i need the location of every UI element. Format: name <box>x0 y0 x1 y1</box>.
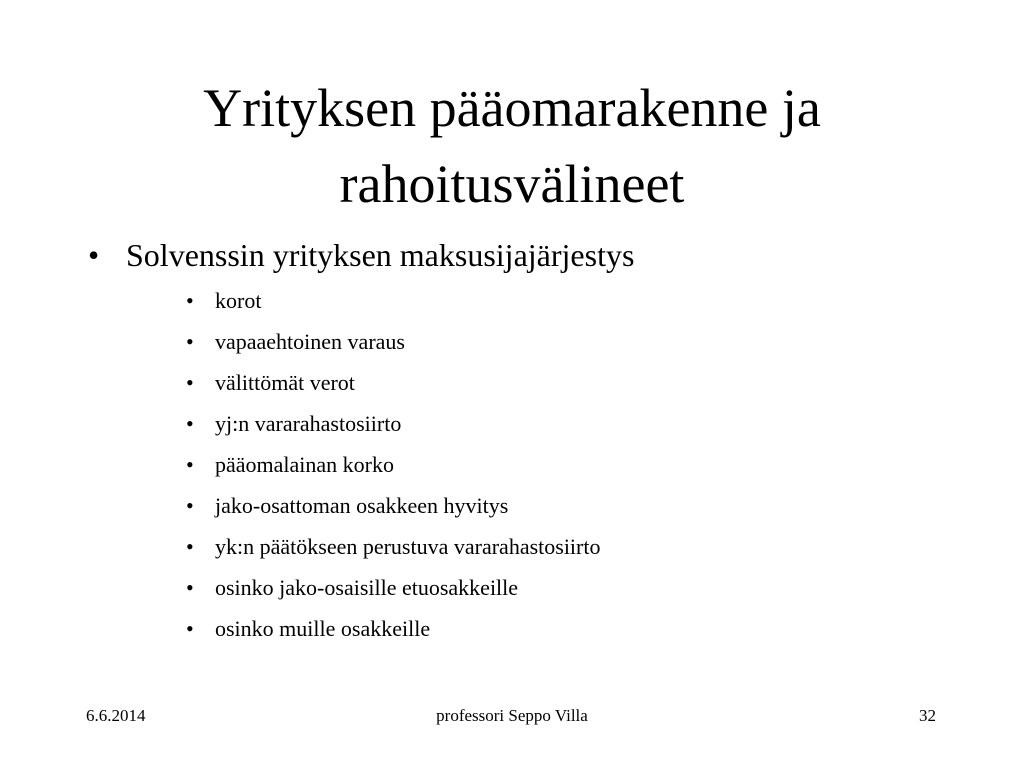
bullet-icon: • <box>186 575 194 600</box>
sub-bullet-item <box>186 529 600 570</box>
sub-bullet-text: välittömät verot <box>215 370 355 395</box>
main-bullet-text: Solvenssin yrityksen maksusijajärjestys <box>126 237 635 273</box>
sub-bullet-text: pääomalainan korko <box>215 452 394 477</box>
sub-bullet-item <box>186 570 600 611</box>
sub-bullet-list <box>186 283 600 652</box>
sub-bullet-text: yj:n vararahastosiirto <box>215 411 402 436</box>
sub-bullet-item <box>186 611 600 652</box>
sub-bullet-item <box>186 324 600 365</box>
sub-bullet-text: yk:n päätökseen perustuva vararahastosiirto <box>215 534 601 559</box>
sub-bullet-text: osinko jako-osaisille etuosakkeille <box>215 575 519 600</box>
sub-bullet-item <box>186 406 600 447</box>
bullet-icon: • <box>186 452 194 477</box>
sub-bullet-item <box>186 283 600 324</box>
footer-date: 6.6.2014 <box>86 706 146 725</box>
sub-bullet-item <box>186 365 600 406</box>
bullet-icon: • <box>186 493 194 518</box>
sub-bullet-item <box>186 488 600 529</box>
main-bullet <box>88 233 968 277</box>
slide-title-line-1: Yrityksen pääomarakenne ja <box>203 78 821 138</box>
footer-author: professori Seppo Villa <box>436 706 588 725</box>
slide-title <box>60 70 964 222</box>
sub-bullet-item <box>186 447 600 488</box>
slide-title-line-2: rahoitusvälineet <box>339 154 685 214</box>
footer-page-number: 32 <box>919 706 936 725</box>
bullet-icon: • <box>186 411 194 436</box>
sub-bullet-text: korot <box>215 288 262 313</box>
bullet-icon: • <box>186 329 194 354</box>
sub-bullet-text: jako-osattoman osakkeen hyvitys <box>215 493 509 518</box>
bullet-icon: • <box>186 370 194 395</box>
bullet-icon: • <box>88 237 100 273</box>
sub-bullet-text: osinko muille osakkeille <box>215 616 431 641</box>
sub-bullet-text: vapaaehtoinen varaus <box>215 329 405 354</box>
bullet-icon: • <box>186 534 194 559</box>
bullet-icon: • <box>186 288 194 313</box>
bullet-icon: • <box>186 616 194 641</box>
